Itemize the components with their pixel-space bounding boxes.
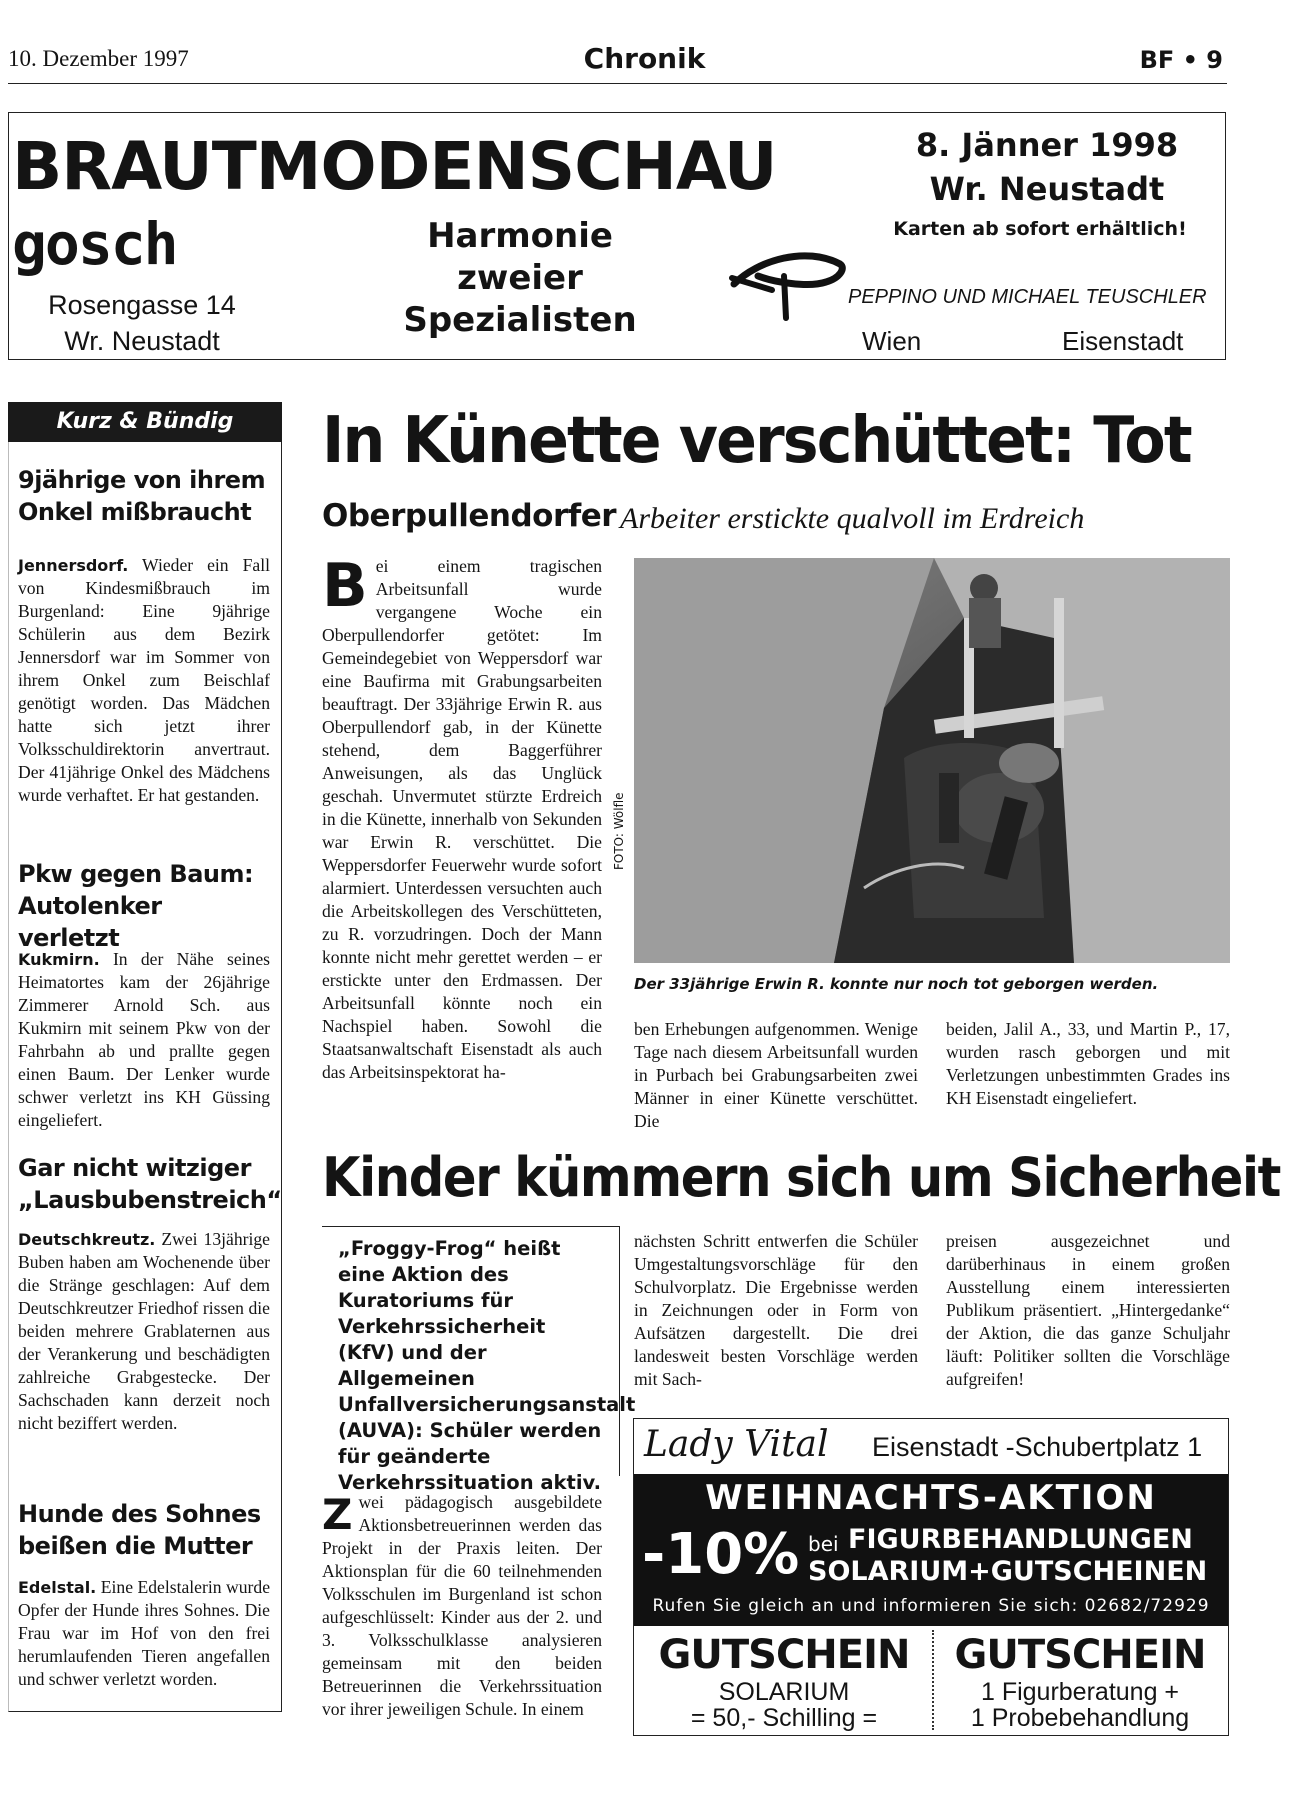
promo-offer: FIGURBEHANDLUNGEN xyxy=(848,1524,1193,1555)
section-title: Chronik xyxy=(583,42,706,75)
voucher-divider xyxy=(932,1630,934,1730)
news-brief-text xyxy=(18,948,270,1132)
page-date: 10. Dezember 1997 xyxy=(8,46,189,71)
article2-column xyxy=(322,1491,602,1721)
ad-town: Wr. Neustadt xyxy=(64,326,220,356)
ad-street: Rosengasse 14 xyxy=(48,290,236,320)
promo-discount: -10% xyxy=(642,1522,800,1587)
promo-offer: SOLARIUM+GUTSCHEINEN xyxy=(808,1556,1208,1587)
news-brief-title: Pkw gegen Baum: Autolenker verletzt xyxy=(18,860,254,952)
article-subhead-bold: Oberpullendorfer xyxy=(322,498,617,534)
news-brief-place: Kukmirn. xyxy=(18,950,100,969)
ad-partner-names: PEPPINO UND MICHAEL TEUSCHLER xyxy=(848,286,1207,308)
sidebar-heading: Kurz & Bündig xyxy=(8,402,282,442)
pt-monogram-logo xyxy=(728,242,848,322)
photo-credit: FOTO: Wölfle xyxy=(612,792,626,870)
page-number: BF • 9 xyxy=(1139,46,1223,74)
article2-lead: „Froggy-Frog“ heißt eine Aktion des Kuratoriums für Verkehrssicherheit (KfV) und der Allgemeinen Unfallversicherungsanstalt (AUVA): Schüler werden für geänderte Verkehrssituation aktiv. xyxy=(338,1237,636,1494)
news-brief-body: Zwei 13jährige Buben haben am Wochenende über die Stränge geschlagen: Auf dem Deutschkreutzer Friedhof rissen die beiden mehrere Grablaternen aus der Verankerung und beschädigten zahlreiche Grabgestecke. Der Sachschaden kann derzeit noch nicht beziffert werden. xyxy=(18,1229,270,1433)
voucher-line: = 50,- Schilling = xyxy=(690,1704,878,1732)
article-headline: In Künette verschüttet: Tot xyxy=(322,404,1191,478)
article-column: ben Erhebungen aufgenommen. Wenige Tage nach diesem Arbeitsunfall wurden in Purbach bei Grabungsarbeiten zwei Männer in einer Künette verschüttet. Die xyxy=(634,1019,918,1131)
lady-vital-address: Eisenstadt -Schubertplatz 1 xyxy=(872,1432,1203,1462)
ad-slogan-line: Harmonie xyxy=(427,216,613,256)
voucher-line: SOLARIUM xyxy=(718,1678,850,1706)
article-column xyxy=(322,551,602,1084)
article-drop-cap: B xyxy=(322,551,368,621)
voucher-title: GUTSCHEIN xyxy=(658,1632,910,1678)
ad-slogan-line: Spezialisten xyxy=(403,300,637,340)
article2-body: wei pädagogisch ausgebildete Aktionsbetreuerinnen werden das Projekt in der Praxis leiten. Der Aktionsplan für die 60 teilnehmenden Volksschulen im Burgenland ist schon aufgeschlüsselt: Kinder aus der 2. und 3. Volksschulklasse analysieren gemeinsam mit den beiden Betreuerinnen die Verkehrssituation vor ihrer jeweiligen Schule. In einem xyxy=(322,1492,602,1719)
article2-column: nächsten Schritt entwerfen die Schüler Umgestaltungsvorschläge für den Schulvorplatz. Die Ergebnisse werden in Zeichnungen oder in Form von Aufsätzen dargestellt. Die drei landesweit besten Vorschläge werden mit Sach- xyxy=(634,1231,918,1389)
ad-event-date: 8. Jänner 1998 xyxy=(915,126,1179,164)
voucher-line: 1 Figurberatung + xyxy=(980,1678,1180,1706)
ad-slogan-line: zweier xyxy=(457,258,583,298)
news-brief-text xyxy=(18,1576,270,1691)
gosch-logo: gosch xyxy=(12,210,177,278)
header-rule xyxy=(8,83,1227,84)
promo-bei: bei xyxy=(808,1532,839,1556)
photo-caption: Der 33jährige Erwin R. konnte nur noch tot geborgen werden. xyxy=(634,975,1159,993)
article-column: beiden, Jalil A., 33, und Martin P., 17, wurden rasch geborgen und mit Verletzungen unbestimmten Grades ins KH Eisenstadt eingeliefert. xyxy=(946,1019,1230,1108)
news-brief-place: Deutschkreutz. xyxy=(18,1230,156,1249)
ad-partner-city: Eisenstadt xyxy=(1062,326,1184,356)
news-brief-title: 9jährige von ihrem Onkel mißbraucht xyxy=(18,466,266,526)
news-brief-text xyxy=(18,1228,270,1435)
news-brief-body: Wieder ein Fall von Kindesmißbrauch im Burgenland: Eine 9jährige Schülerin aus dem Bezirk Jennersdorf war im Sommer von ihrem Onkel zum Beischlaf genötigt worden. Das Mädchen hatte sich jetzt ihrer Volksschuldirektorin anvertraut. Der 41jährige Onkel des Mädchens wurde verhaftet. Er hat gestanden. xyxy=(18,555,270,805)
news-brief-title: Hunde des Sohnes beißen die Mutter xyxy=(18,1500,261,1560)
ad-slogan xyxy=(370,215,670,341)
voucher-line: 1 Probebehandlung xyxy=(970,1704,1190,1732)
news-brief-place: Jennersdorf. xyxy=(18,556,129,575)
ad-partner-city: Wien xyxy=(862,326,922,356)
promo-title: WEIHNACHTS-AKTION xyxy=(705,1478,1157,1518)
article2-column: preisen ausgezeichnet und darüberhinaus in einem großen Ausstellung einem interessierten Publikum präsentiert. „Hintergedanke“ der Aktion, die das ganze Schuljahr läuft: Politiker sollten die Vorschläge aufgreifen! xyxy=(946,1231,1230,1389)
news-brief-body: In der Nähe seines Heimatortes kam der 26jährige Zimmerer Arnold Sch. aus Kukmirn mit seinem Pkw von der Fahrbahn ab und prallte gegen einen Baum. Der Lenker wurde schwer verletzt ins KH Güssing eingeliefert. xyxy=(18,949,270,1130)
voucher-title: GUTSCHEIN xyxy=(954,1632,1206,1678)
news-brief-title: Gar nicht witziger „Lausbubenstreich“ xyxy=(18,1154,282,1214)
ad-tickets-note: Karten ab sofort erhältlich! xyxy=(893,218,1187,240)
news-brief-body: Eine Edelstalerin wurde Opfer der Hunde ihres Sohnes. Die Frau war im Hof von den frei herumlaufenden Tieren angefallen und schwer verletzt worden. xyxy=(18,1577,271,1689)
news-brief-place: Edelstal. xyxy=(18,1578,97,1597)
news-brief-text xyxy=(18,554,270,807)
ad-title: BRAUTMODENSCHAU xyxy=(12,128,777,205)
ad-event-city: Wr. Neustadt xyxy=(929,170,1165,208)
article-body: ei einem tragischen Arbeitsunfall wurde vergangene Woche ein Oberpullendorfer getötet: Im Gemeindegebiet von Weppersdorf war eine Baufirma mit Grabungsarbeiten beauftragt. Der 33jährige Erwin R. aus Oberpullendorf gab, in der Künette stehend, dem Baggerführer Anweisungen, als das Unglück geschah. Unvermutet stürzte Erdreich in die Künette, innerhalb von Sekunden war Erwin R. verschüttet. Die Weppersdorfer Feuerwehr wurde sofort alarmiert. Unterdessen versuchten auch die Arbeitskollegen des Verschütteten, zu R. vorzudringen. Doch der Mann konnte nicht mehr gerettet werden – er erstickte unter den Erdmassen. Der Arbeitsunfall könnte noch ein Nachspiel haben. Sowohl die Staatsanwaltschaft Eisenstadt als auch das Arbeitsinspektorat ha- xyxy=(322,556,602,1082)
article2-drop-cap: Z xyxy=(322,1490,353,1539)
lady-vital-logo: Lady Vital xyxy=(644,1424,829,1465)
article-photo-trench xyxy=(634,558,1230,963)
article-subhead-italic: Arbeiter erstickte qualvoll im Erdreich xyxy=(620,502,1085,535)
promo-phone-call: Rufen Sie gleich an und informieren Sie sich: 02682/72929 xyxy=(652,1596,1210,1616)
article2-headline: Kinder kümmern sich um Sicherheit xyxy=(322,1146,1281,1209)
